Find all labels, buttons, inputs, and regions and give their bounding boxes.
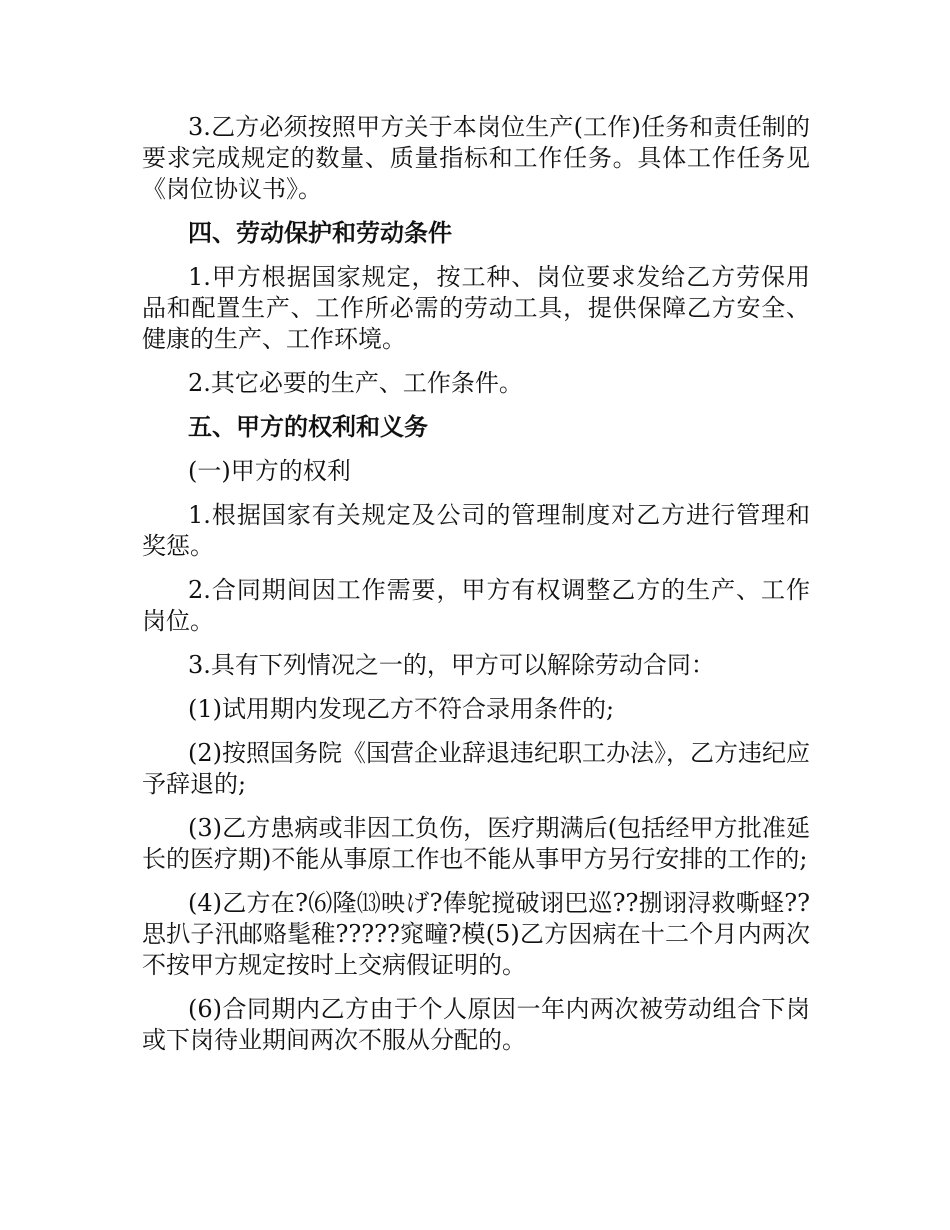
section-heading-labor-protection: 四、劳动保护和劳动条件: [188, 219, 452, 247]
clause-3-termination: 3.具有下列情况之一的，甲方可以解除劳动合同：: [188, 651, 715, 679]
clause-3-work-tasks: 3.乙方必须按照甲方关于本岗位生产(工作)任务和责任制的要求完成规定的数量、质量指标和工作任务。具体工作任务见《岗位协议书》。: [142, 113, 810, 203]
clause-1-labor-protection: 1.甲方根据国家规定，按工种、岗位要求发给乙方劳保用品和配置生产、工作所必需的劳动工具，提供保障乙方安全、健康的生产、工作环境。: [142, 263, 810, 353]
clause-1-management: 1.根据国家有关规定及公司的管理制度对乙方进行管理和奖惩。: [142, 501, 810, 560]
item-2-dismissal: (2)按照国务院《国营企业辞退违纪职工办法》，乙方违纪应予辞退的;: [142, 739, 810, 798]
clause-2-job-adjustment: 2.合同期间因工作需要，甲方有权调整乙方的生产、工作岗位。: [142, 576, 810, 635]
item-3-illness: (3)乙方患病或非因工负伤，医疗期满后(包括经甲方批准延长的医疗期)不能从事原工作也不能从事甲方另行安排的工作的;: [142, 814, 810, 873]
item-4-5-garbled: (4)乙方在?⑹隆⒀映げ?俸鸵搅破诩巴巡??捌诩浔救嘶蛏??思扒子汛邮赂髦稚?????窕疃?模(5)乙方因病在十二个月内两次不按甲方规定按时上交病假证明的。: [142, 889, 810, 979]
item-6-layoff: (6)合同期内乙方由于个人原因一年内两次被劳动组合下岗或下岗待业期间两次不服从分配的。: [142, 995, 810, 1054]
subsection-employer-rights: (一)甲方的权利: [188, 457, 351, 485]
document-page: [142, 112, 810, 1069]
item-1-probation: (1)试用期内发现乙方不符合录用条件的;: [188, 695, 615, 723]
section-heading-employer-rights: 五、甲方的权利和义务: [188, 413, 428, 441]
clause-2-work-conditions: 2.其它必要的生产、工作条件。: [188, 369, 523, 397]
